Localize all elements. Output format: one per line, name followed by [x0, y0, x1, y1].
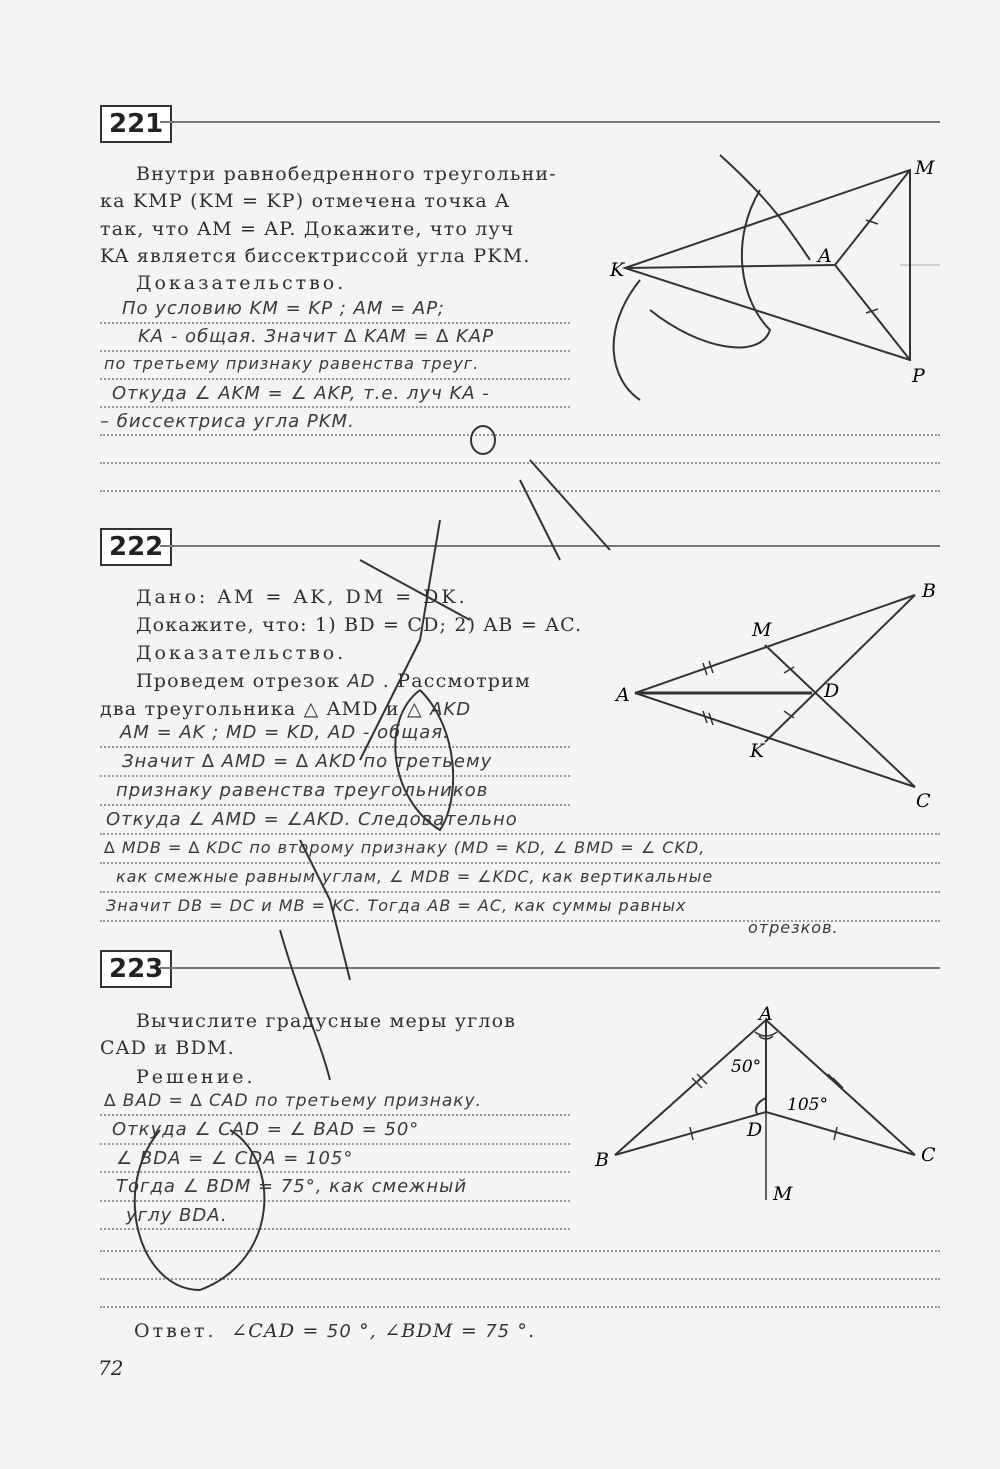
handwriting-223-line-2: Откуда ∠ CAD = ∠ BAD = 50° — [112, 1119, 420, 1140]
handwriting-222-line-4: Откуда ∠ AMD = ∠AKD. Следовательно — [106, 809, 518, 830]
label-A: A — [759, 1003, 773, 1025]
handwriting-222-line-3: признаку равенства треугольников — [116, 780, 489, 801]
handwriting-222-line-2: Значит ∆ AMD = ∆ AKD по третьему — [122, 751, 493, 772]
answer-bdm-value: 75 — [485, 1321, 511, 1342]
statement-223-line-2: CAD и BDM. — [100, 1037, 235, 1059]
problem-number-221: 221 — [100, 105, 172, 143]
answer-cad-label: ∠CAD = — [231, 1320, 320, 1342]
angle-label-50: 50° — [731, 1057, 762, 1077]
fill-segment-AD: AD — [347, 671, 376, 692]
label-K: K — [750, 740, 765, 762]
label-A: A — [818, 245, 832, 267]
answer-label: Ответ. — [134, 1320, 217, 1342]
label-C: C — [921, 1144, 936, 1166]
fill-triangle-AKD: AKD — [430, 699, 472, 720]
statement-221-line-2: ка KMP (KM = KP) отмечена точка A — [100, 190, 511, 212]
handwriting-223-line-3: ∠ BDA = ∠ CDA = 105° — [116, 1148, 354, 1169]
statement-221-line-1: Внутри равнобедренного треугольни- — [136, 163, 557, 185]
handwriting-222-line-7: Значит DB = DC и MB = KC. Тогда AB = AC, как суммы равных — [106, 896, 687, 915]
prove-222: Докажите, что: 1) BD = CD; 2) AB = AC. — [136, 614, 583, 636]
printed-line-222-b-start: два треугольника △ AMD и △ — [100, 698, 423, 720]
handwriting-223-line-5: углу BDA. — [126, 1205, 228, 1226]
proof-heading-221: Доказательство. — [136, 272, 347, 294]
solution-heading-223: Решение. — [136, 1066, 256, 1088]
label-D: D — [747, 1119, 763, 1141]
handwriting-221-line-1: По условию KM = KP ; AM = AP; — [122, 298, 445, 319]
problem-number-223: 223 — [100, 950, 172, 988]
answer-bdm-label: °, ∠BDM = — [359, 1320, 478, 1342]
handwriting-221-line-5: – биссектриса угла PKM. — [100, 411, 355, 432]
answer-end: °. — [517, 1320, 536, 1342]
handwriting-221-line-3: по третьему признаку равенства треуг. — [104, 354, 480, 373]
label-A: A — [616, 684, 630, 706]
proof-heading-222: Доказательство. — [136, 642, 347, 664]
angle-label-105: 105° — [787, 1095, 828, 1115]
label-P: P — [912, 365, 925, 387]
statement-221-line-4: KA является биссектриссой угла PKM. — [100, 245, 531, 267]
problem-number-222: 222 — [100, 528, 172, 566]
printed-line-222-a-end: . Рассмотрим — [382, 670, 532, 692]
handwriting-223-line-1: ∆ BAD = ∆ CAD по третьему признаку. — [104, 1091, 482, 1111]
label-M: M — [773, 1183, 793, 1205]
handwriting-222-line-6: как смежные равным углам, ∠ MDB = ∠KDC, как вертикальные — [116, 867, 714, 886]
label-K: K — [610, 259, 625, 281]
answer-cad-value: 50 — [326, 1321, 352, 1342]
given-222: Дано: AM = AK, DM = DK. — [136, 586, 468, 608]
handwriting-223-line-4: Тогда ∠ BDM = 75°, как смежный — [116, 1176, 468, 1197]
handwriting-221-line-4: Откуда ∠ AKM = ∠ AKP, т.е. луч KA - — [112, 383, 490, 404]
statement-221-line-3: так, что AM = AP. Докажите, что луч — [100, 218, 515, 240]
handwriting-222-line-5: ∆ MDB = ∆ KDC по второму признаку (MD = KD, ∠ BMD = ∠ CKD, — [104, 838, 706, 857]
label-M: M — [752, 619, 772, 641]
handwriting-221-line-2: KA - общая. Значит ∆ KAM = ∆ KAP — [138, 326, 494, 347]
page-number: 72 — [98, 1356, 124, 1380]
statement-223-line-1: Вычислите градусные меры углов — [136, 1010, 517, 1032]
label-D: D — [824, 680, 840, 702]
handwriting-222-line-1: AM = AK ; MD = KD, AD - общая. — [120, 722, 450, 743]
label-M: M — [915, 157, 935, 179]
label-C: C — [916, 790, 931, 812]
label-B: B — [595, 1149, 609, 1171]
label-B: B — [922, 580, 936, 602]
printed-line-222-a-start: Проведем отрезок — [136, 670, 341, 692]
handwriting-222-line-8: отрезков. — [748, 918, 839, 937]
